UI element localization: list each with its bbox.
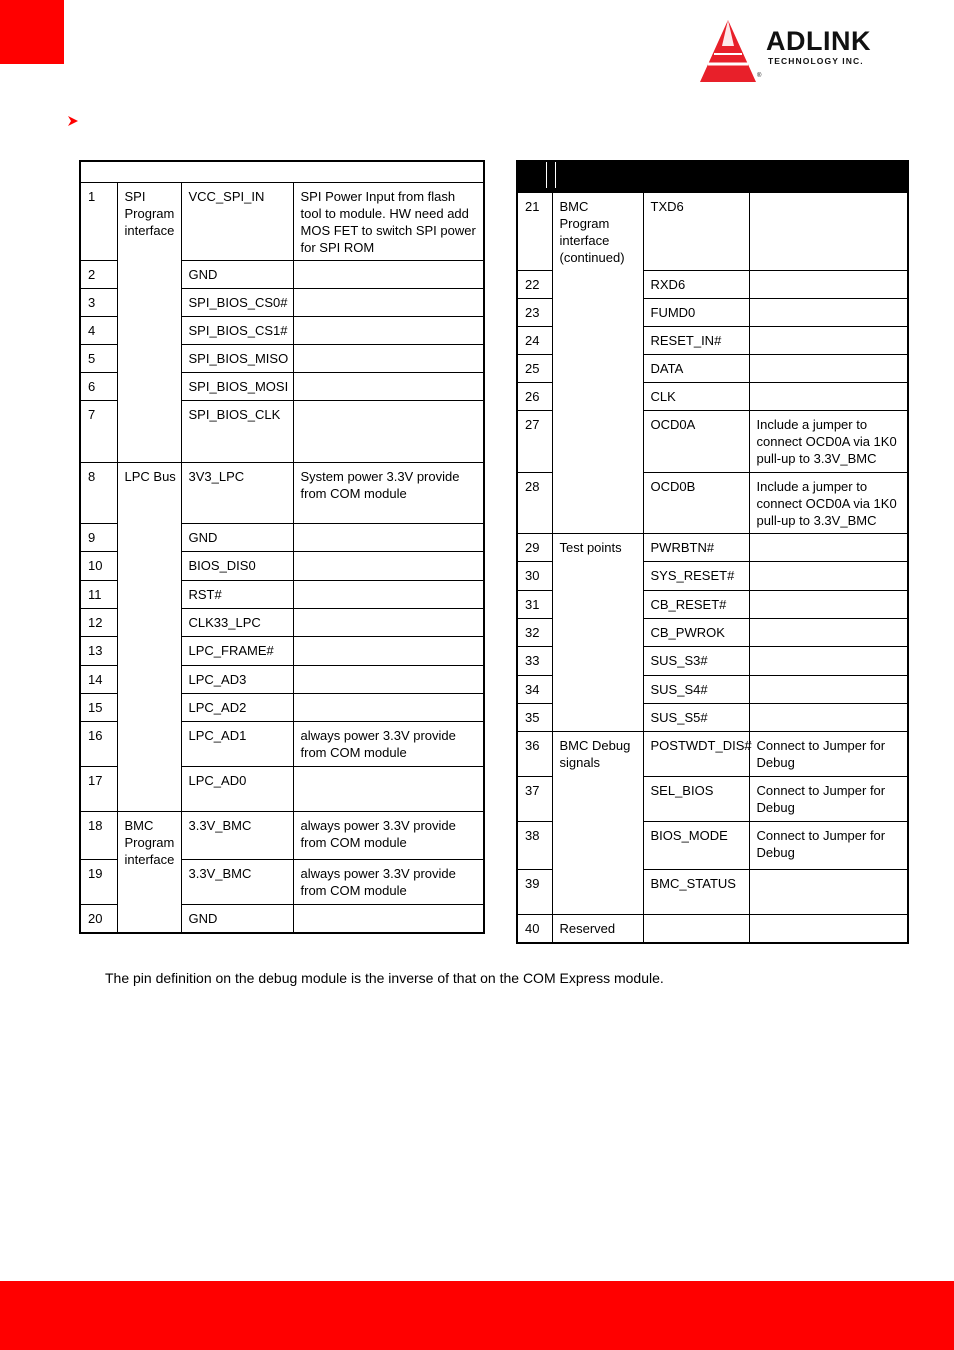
description (749, 647, 908, 676)
pin-number: 9 (80, 524, 117, 552)
pin-number: 10 (80, 552, 117, 581)
description (293, 905, 484, 933)
signal-name: SEL_BIOS (643, 777, 749, 822)
description: SPI Power Input from flash tool to module. HW need add MOS FET to switch SPI power for SPI ROM (293, 183, 484, 261)
pin-number: 31 (517, 591, 552, 619)
description (749, 676, 908, 704)
signal-name: 3.3V_BMC (181, 812, 293, 860)
table-header-row (517, 161, 908, 193)
pin-table-left (79, 160, 485, 934)
description (293, 767, 484, 812)
table-row (517, 915, 908, 943)
pin-number: 21 (517, 193, 552, 271)
pin-number: 26 (517, 383, 552, 411)
pin-number: 8 (80, 463, 117, 524)
pin-number: 14 (80, 666, 117, 694)
pin-number: 23 (517, 299, 552, 327)
pin-definition-note: The pin definition on the debug module is the inverse of that on the COM Express module. (105, 970, 664, 986)
group-cell: Reserved (552, 915, 643, 943)
arrow-bullet-icon (67, 115, 79, 127)
signal-name: SPI_BIOS_CS1# (181, 317, 293, 345)
signal-name: DATA (643, 355, 749, 383)
table-row (80, 812, 484, 860)
pin-number: 7 (80, 401, 117, 463)
pin-number: 5 (80, 345, 117, 373)
description (749, 299, 908, 327)
description (749, 619, 908, 647)
description: System power 3.3V provide from COM module (293, 463, 484, 524)
table-row (80, 463, 484, 524)
signal-name: RXD6 (643, 271, 749, 299)
group-cell: BMC Program interface (continued) (552, 193, 643, 534)
description (293, 637, 484, 666)
pin-number: 17 (80, 767, 117, 812)
pin-number: 6 (80, 373, 117, 401)
pin-number: 36 (517, 732, 552, 777)
pin-number: 13 (80, 637, 117, 666)
table-row (517, 193, 908, 271)
table-header-cell (80, 161, 484, 183)
group-cell: SPI Program interface (117, 183, 181, 463)
signal-name: LPC_AD2 (181, 694, 293, 722)
pin-number: 25 (517, 355, 552, 383)
pin-number: 19 (80, 860, 117, 905)
signal-name: CLK33_LPC (181, 609, 293, 637)
description (749, 704, 908, 732)
pin-number: 39 (517, 870, 552, 915)
signal-name: SUS_S4# (643, 676, 749, 704)
signal-name: GND (181, 261, 293, 289)
table-header-row (80, 161, 484, 183)
pin-number: 27 (517, 411, 552, 473)
logo-tagline: TECHNOLOGY INC. (768, 56, 864, 66)
signal-name: SPI_BIOS_CS0# (181, 289, 293, 317)
signal-name: OCD0A (643, 411, 749, 473)
group-cell: BMC Debug signals (552, 732, 643, 915)
signal-name: CB_RESET# (643, 591, 749, 619)
signal-name: FUMD0 (643, 299, 749, 327)
description (749, 271, 908, 299)
signal-name: SYS_RESET# (643, 562, 749, 591)
pin-number: 1 (80, 183, 117, 261)
description: Connect to Jumper for Debug (749, 822, 908, 870)
description (293, 401, 484, 463)
pin-number: 11 (80, 581, 117, 609)
description (293, 609, 484, 637)
signal-name: LPC_AD3 (181, 666, 293, 694)
group-cell: BMC Program interface (117, 812, 181, 933)
signal-name: LPC_AD1 (181, 722, 293, 767)
footer-red-bar (0, 1281, 954, 1350)
description (293, 261, 484, 289)
pin-number: 20 (80, 905, 117, 933)
description (749, 915, 908, 943)
signal-name (643, 915, 749, 943)
logo-registered: ® (757, 73, 762, 79)
pin-number: 40 (517, 915, 552, 943)
pin-number: 37 (517, 777, 552, 822)
description (293, 289, 484, 317)
description: Connect to Jumper for Debug (749, 732, 908, 777)
description (749, 534, 908, 562)
signal-name: PWRBTN# (643, 534, 749, 562)
table-row (517, 732, 908, 777)
description (293, 345, 484, 373)
description (749, 383, 908, 411)
description (293, 694, 484, 722)
logo-name: ADLINK (766, 26, 871, 56)
signal-name: BIOS_DIS0 (181, 552, 293, 581)
signal-name: SPI_BIOS_MISO (181, 345, 293, 373)
signal-name: 3V3_LPC (181, 463, 293, 524)
description (749, 562, 908, 591)
description (749, 870, 908, 915)
adlink-logo (696, 18, 908, 84)
pin-number: 16 (80, 722, 117, 767)
pin-number: 24 (517, 327, 552, 355)
pin-number: 30 (517, 562, 552, 591)
signal-name: SPI_BIOS_CLK (181, 401, 293, 463)
description: Include a jumper to connect OCD0A via 1K0 pull-up to 3.3V_BMC (749, 473, 908, 534)
signal-name: LPC_FRAME# (181, 637, 293, 666)
description (293, 666, 484, 694)
signal-name: RESET_IN# (643, 327, 749, 355)
pin-number: 33 (517, 647, 552, 676)
description: always power 3.3V provide from COM module (293, 722, 484, 767)
signal-name: 3.3V_BMC (181, 860, 293, 905)
description (293, 552, 484, 581)
pin-number: 38 (517, 822, 552, 870)
pin-number: 12 (80, 609, 117, 637)
pin-number: 34 (517, 676, 552, 704)
adlink-triangle-icon (696, 18, 760, 84)
description (293, 373, 484, 401)
table-row (80, 183, 484, 261)
table-header-cell (517, 161, 908, 193)
pin-number: 29 (517, 534, 552, 562)
signal-name: OCD0B (643, 473, 749, 534)
signal-name: CLK (643, 383, 749, 411)
pin-number: 18 (80, 812, 117, 860)
description (749, 591, 908, 619)
description (293, 524, 484, 552)
description (749, 193, 908, 271)
signal-name: SUS_S3# (643, 647, 749, 676)
signal-name: BMC_STATUS (643, 870, 749, 915)
signal-name: LPC_AD0 (181, 767, 293, 812)
pin-number: 28 (517, 473, 552, 534)
signal-name: RST# (181, 581, 293, 609)
description (293, 317, 484, 345)
signal-name: BIOS_MODE (643, 822, 749, 870)
pin-number: 2 (80, 261, 117, 289)
pin-number: 3 (80, 289, 117, 317)
description (749, 327, 908, 355)
pin-table-right (516, 160, 909, 944)
header-red-tab (0, 0, 64, 64)
pin-number: 35 (517, 704, 552, 732)
pin-number: 15 (80, 694, 117, 722)
group-cell: Test points (552, 534, 643, 732)
signal-name: GND (181, 524, 293, 552)
signal-name: SUS_S5# (643, 704, 749, 732)
signal-name: VCC_SPI_IN (181, 183, 293, 261)
signal-name: CB_PWROK (643, 619, 749, 647)
signal-name: TXD6 (643, 193, 749, 271)
signal-name: GND (181, 905, 293, 933)
description (293, 581, 484, 609)
signal-name: SPI_BIOS_MOSI (181, 373, 293, 401)
description: always power 3.3V provide from COM module (293, 860, 484, 905)
pin-number: 32 (517, 619, 552, 647)
description: always power 3.3V provide from COM module (293, 812, 484, 860)
description: Connect to Jumper for Debug (749, 777, 908, 822)
description (749, 355, 908, 383)
table-row (517, 534, 908, 562)
signal-name: POSTWDT_DIS# (643, 732, 749, 777)
description: Include a jumper to connect OCD0A via 1K0 pull-up to 3.3V_BMC (749, 411, 908, 473)
pin-number: 22 (517, 271, 552, 299)
pin-number: 4 (80, 317, 117, 345)
group-cell: LPC Bus (117, 463, 181, 812)
